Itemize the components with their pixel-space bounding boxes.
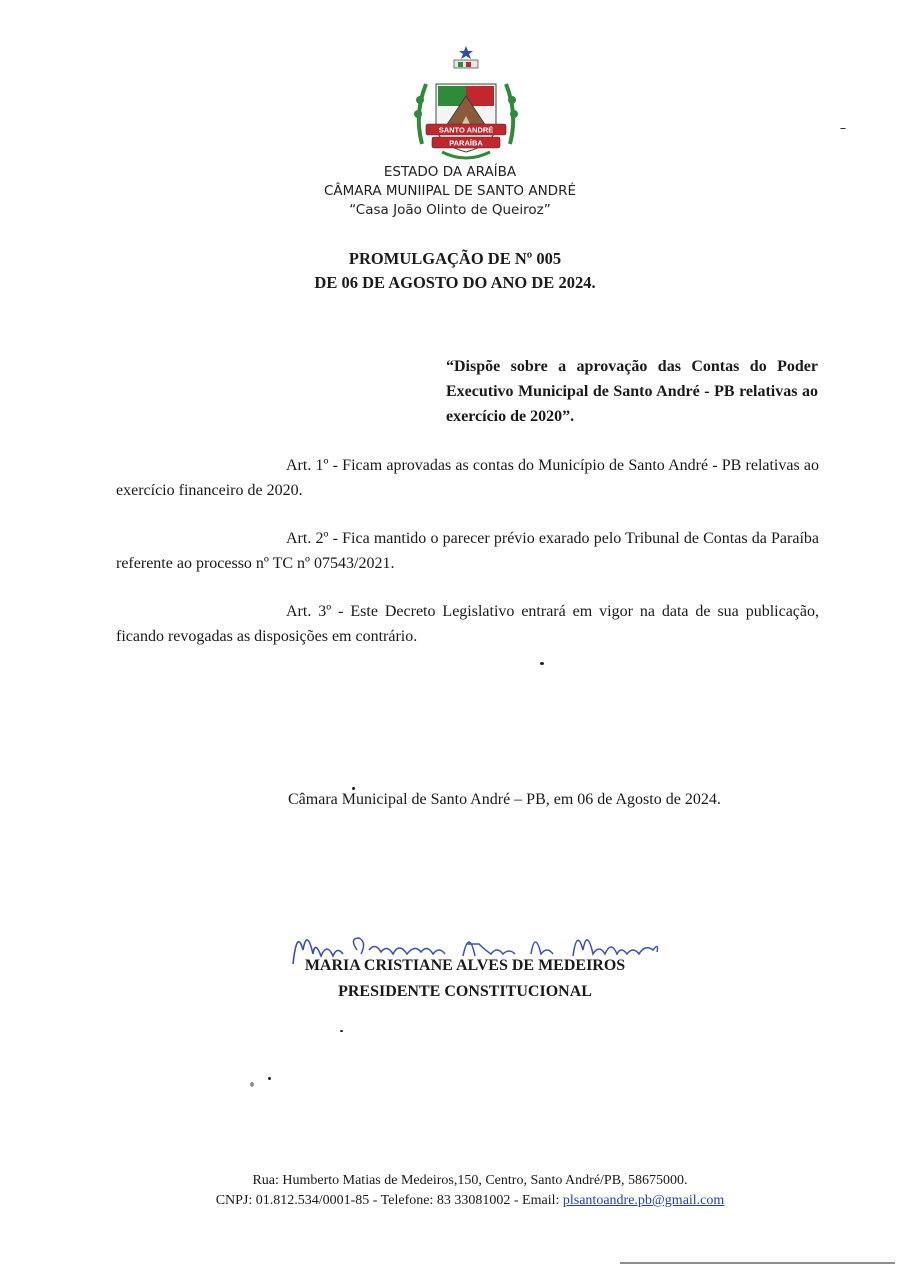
municipal-crest-logo [408, 44, 524, 164]
dateline: Câmara Municipal de Santo André – PB, em 06 de Agosto de 2024. [288, 791, 721, 808]
crest-banner-top: SANTO ANDRÉ [438, 125, 494, 135]
header-state: ESTADO DA ARAÍBA [383, 164, 517, 180]
footer-contact-text: CNPJ: 01.812.534/0001-85 - Telefone: 83 33081002 - Email: [215, 1193, 563, 1208]
scan-speck [840, 128, 846, 129]
signer-name: MARIA CRISTIANE ALVES DE MEDEIROS [304, 957, 626, 974]
promulgation-date: DE 06 DE AGOSTO DO ANO DE 2024. [314, 273, 596, 292]
header-chamber: CÂMARA MUNIIPAL DE SANTO ANDRÉ [324, 183, 576, 199]
scan-edge-line [620, 1262, 895, 1264]
article-1: Art. 1º - Ficam aprovadas as contas do Município de Santo André - PB relativas ao exercício financeiro de 2020. [116, 457, 819, 499]
promulgation-title: PROMULGAÇÃO DE Nº 005 [348, 249, 562, 268]
scan-speck [540, 662, 544, 665]
footer-contact [0, 1193, 900, 1209]
scan-speck [340, 1030, 343, 1032]
header-house-name: “Casa João Olinto de Queiroz” [349, 202, 551, 218]
article-2: Art. 2º - Fica mantido o parecer prévio exarado pelo Tribunal de Contas da Paraíba referente ao processo nº TC nº 07543/2021. [116, 530, 819, 572]
signer-role: PRESIDENTE CONSTITUCIONAL [338, 983, 592, 1000]
crest-banner-bottom: PARAÍBA [449, 138, 483, 148]
footer-address: Rua: Humberto Matias de Medeiros,150, Centro, Santo André/PB, 58675000. [252, 1173, 688, 1188]
scan-speck [268, 1077, 271, 1080]
article-3: Art. 3º - Este Decreto Legislativo entrará em vigor na data de sua publicação, ficando revogadas as disposições em contrário. [116, 603, 819, 645]
ementa-summary: “Dispõe sobre a aprovação das Contas do Poder Executivo Municipal de Santo André - PB relativas ao exercício de 2020”. [446, 358, 818, 425]
scan-speck [250, 1082, 254, 1087]
footer-email-link[interactable]: plsantoandre.pb@gmail.com [562, 1193, 725, 1208]
scan-speck [352, 787, 355, 790]
